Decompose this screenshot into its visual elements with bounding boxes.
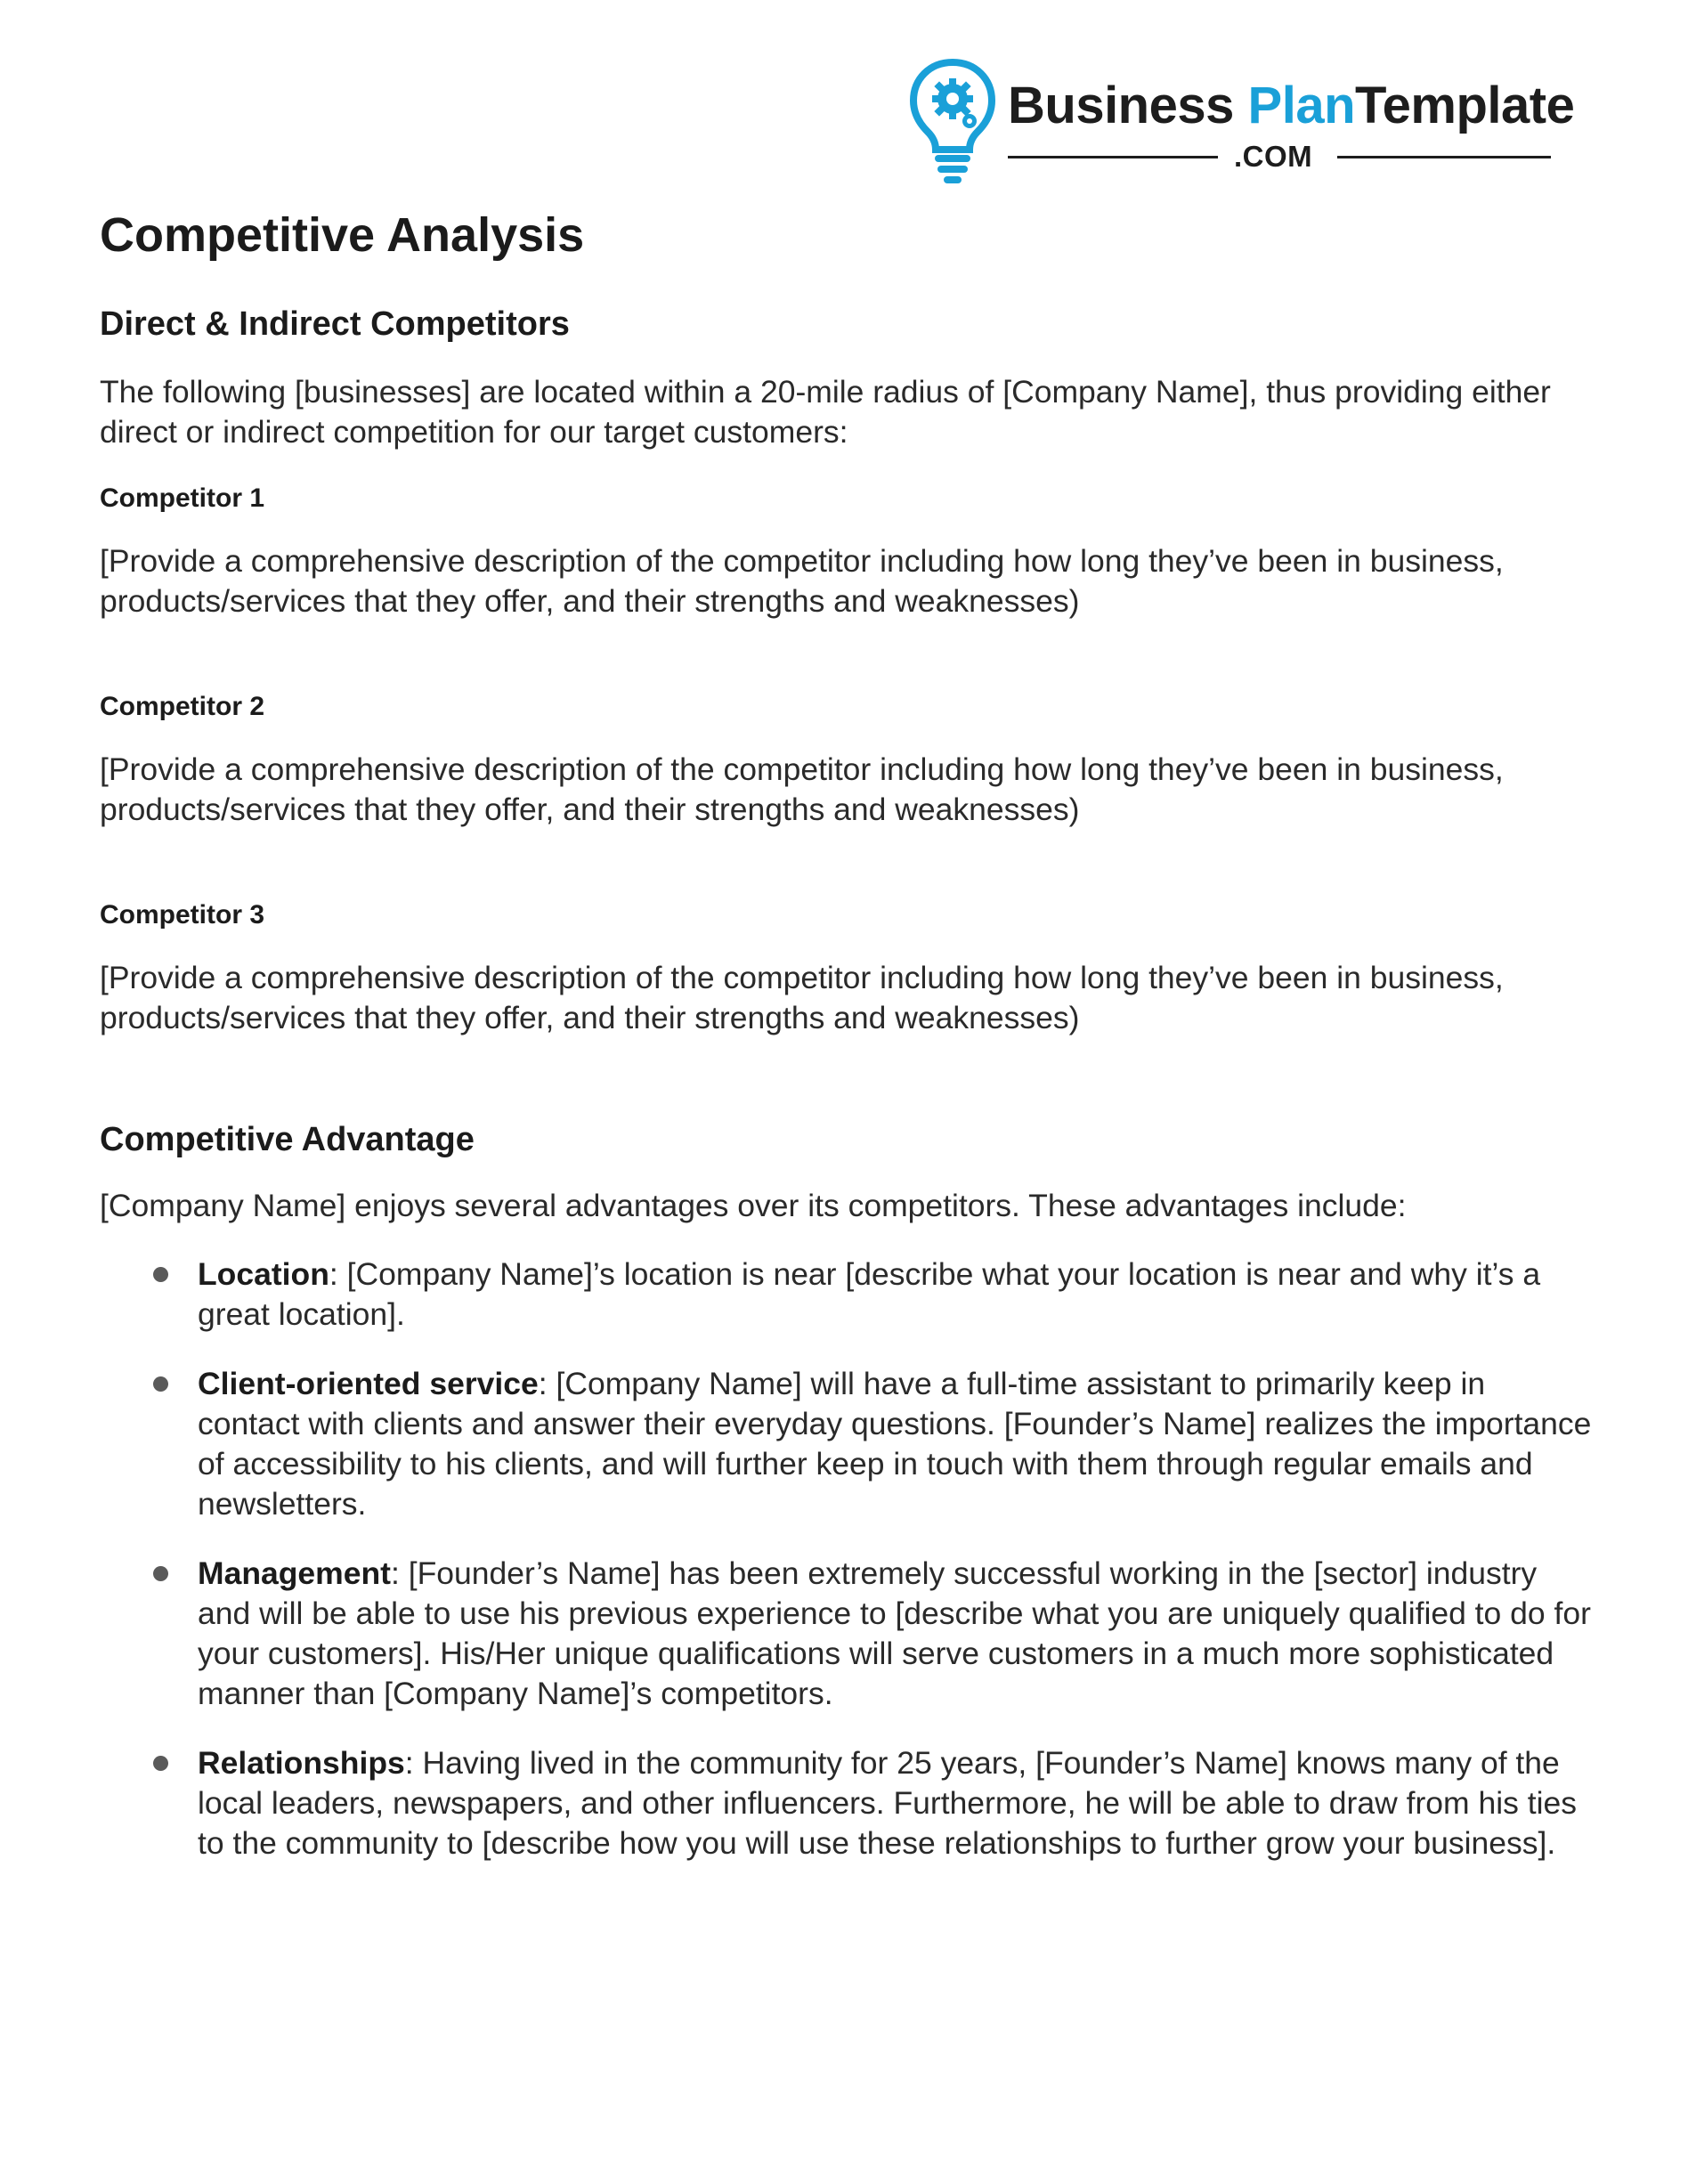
lightbulb-gear-icon <box>908 57 997 191</box>
list-item <box>100 1743 1595 1863</box>
bullet-icon <box>153 1267 168 1282</box>
document-body <box>100 198 1595 1893</box>
competitor-block-1 <box>100 479 1595 687</box>
competitor-2-heading: Competitor 2 <box>100 692 265 721</box>
competitor-1-heading: Competitor 1 <box>100 483 265 513</box>
brand-word-template: Template <box>1355 77 1575 134</box>
brand-rule-left <box>1008 156 1218 158</box>
bullet-icon <box>153 1566 168 1581</box>
advantage-list <box>100 1254 1595 1863</box>
list-item <box>100 1364 1595 1524</box>
competitor-2-description: [Provide a comprehensive description of the competitor including how long they’ve been in business, products/services that they offer, and their strengths and weaknesses) <box>100 751 1504 827</box>
section-heading-competitive-advantage: Competitive Advantage <box>100 1121 475 1158</box>
brand-rule-right <box>1337 156 1551 158</box>
brand-wordmark <box>1008 75 1574 137</box>
brand-logo <box>908 57 1575 191</box>
brand-word-plan: Plan <box>1247 77 1356 134</box>
direct-competitors-intro: The following [businesses] are located within a 20-mile radius of [Company Name], thus providing either direct or indirect competition for our target customers: <box>100 374 1551 450</box>
advantage-term: Client-oriented service <box>198 1366 539 1401</box>
brand-domain-line <box>1008 139 1551 175</box>
competitor-3-heading: Competitor 3 <box>100 900 265 930</box>
bullet-icon <box>153 1756 168 1771</box>
brand-word-business: Business <box>1008 77 1234 134</box>
competitor-1-description: [Provide a comprehensive description of the competitor including how long they’ve been in business, products/services that they offer, and their strengths and weaknesses) <box>100 543 1504 619</box>
list-item <box>100 1254 1595 1335</box>
advantage-text: : [Founder’s Name] has been extremely successful working in the [sector] industry and will be able to use his previous experience to [describe what you are uniquely qualified to do for your customers]. His/Her unique qualifications will serve customers in a much more sophisticated manner than [Company Name]’s competitors. <box>198 1555 1591 1711</box>
page-title: Competitive Analysis <box>100 208 585 262</box>
advantage-term: Location <box>198 1256 329 1292</box>
bullet-icon <box>153 1376 168 1392</box>
list-item <box>100 1554 1595 1714</box>
competitive-advantage-intro: [Company Name] enjoys several advantages over its competitors. These advantages include: <box>100 1188 1407 1223</box>
spacer <box>100 621 1595 687</box>
advantage-term: Relationships <box>198 1745 405 1781</box>
spacer <box>100 830 1595 896</box>
section-heading-direct-competitors: Direct & Indirect Competitors <box>100 305 570 343</box>
brand-dotcom: .COM <box>1234 140 1313 173</box>
advantage-term: Management <box>198 1555 391 1591</box>
competitor-3-description: [Provide a comprehensive description of the competitor including how long they’ve been in business, products/services that they offer, and their strengths and weaknesses) <box>100 960 1504 1035</box>
advantage-text: : Having lived in the community for 25 years, [Founder’s Name] knows many of the local leaders, newspapers, and other influencers. Furthermore, he will be able to draw from his ties to the community to [describe how you will use these relationships to further grow your business]. <box>198 1745 1577 1861</box>
advantage-text: : [Company Name]’s location is near [describe what your location is near and why it’s a great location]. <box>198 1256 1541 1332</box>
competitor-block-2 <box>100 687 1595 896</box>
advantage-text: : [Company Name] will have a full-time assistant to primarily keep in contact with clients and answer their everyday questions. [Founder’s Name] realizes the importance of accessibility to his clients, and will further keep in touch with them through regular emails and newsletters. <box>198 1366 1592 1522</box>
competitor-block-3 <box>100 896 1595 1038</box>
